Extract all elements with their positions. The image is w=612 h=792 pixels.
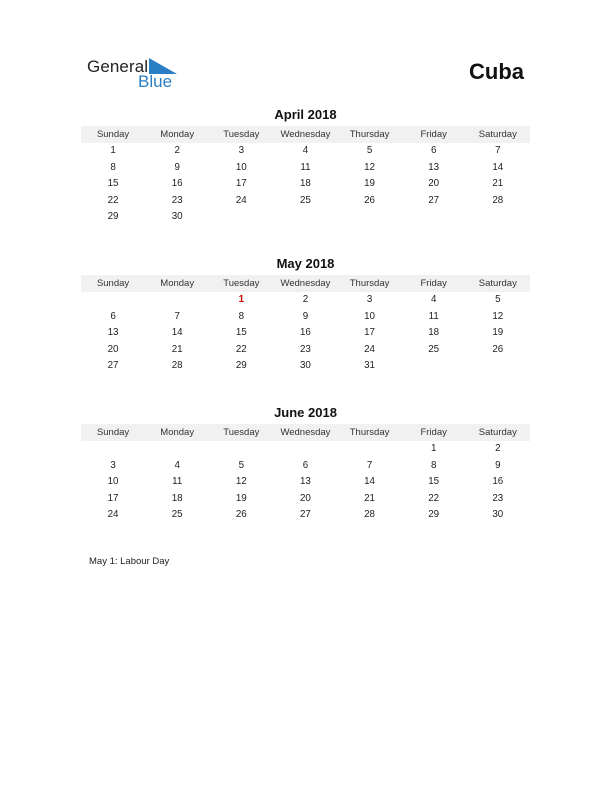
day-cell: 10 bbox=[235, 161, 247, 173]
weekday-label: Monday bbox=[160, 278, 195, 289]
weekday-label: Thursday bbox=[349, 129, 390, 140]
day-cell: 2 bbox=[302, 294, 309, 305]
holiday-day-cell: 1 bbox=[238, 294, 245, 305]
weekday-label: Friday bbox=[420, 129, 447, 140]
month-title: June 2018 bbox=[274, 405, 337, 420]
weekday-label: Wednesday bbox=[280, 278, 331, 289]
day-cell: 11 bbox=[300, 161, 311, 173]
day-cell: 8 bbox=[238, 310, 245, 322]
day-cell: 23 bbox=[171, 194, 183, 206]
week-row bbox=[81, 458, 530, 475]
day-cell: 31 bbox=[364, 360, 376, 372]
day-cell: 22 bbox=[107, 194, 119, 206]
weekday-header-row bbox=[81, 424, 530, 441]
day-cell: 12 bbox=[364, 161, 376, 173]
weekday-label: Wednesday bbox=[280, 129, 331, 140]
weekday-label: Wednesday bbox=[280, 427, 331, 438]
empty-day-cell bbox=[338, 209, 402, 226]
day-cell: 1 bbox=[430, 443, 437, 454]
day-cell: 28 bbox=[492, 194, 504, 206]
day-cell: 28 bbox=[364, 509, 376, 521]
day-cell: 12 bbox=[492, 310, 504, 322]
month-may bbox=[81, 256, 530, 375]
empty-day-cell bbox=[466, 209, 530, 226]
day-cell: 24 bbox=[235, 194, 247, 206]
day-cell: 7 bbox=[495, 145, 501, 156]
day-cell: 27 bbox=[107, 360, 119, 372]
weekday-label: Sunday bbox=[96, 129, 130, 140]
day-cell: 6 bbox=[110, 310, 116, 322]
day-cell: 8 bbox=[430, 459, 437, 471]
weekday-label: Tuesday bbox=[223, 129, 260, 140]
day-cell: 20 bbox=[107, 343, 119, 355]
day-cell: 18 bbox=[428, 327, 440, 339]
day-cell: 5 bbox=[495, 294, 501, 305]
day-cell: 26 bbox=[492, 343, 504, 355]
empty-day-cell bbox=[209, 209, 273, 226]
day-cell: 8 bbox=[110, 161, 116, 173]
day-cell: 30 bbox=[492, 509, 504, 521]
day-cell: 21 bbox=[171, 343, 183, 355]
day-cell: 23 bbox=[492, 492, 504, 504]
day-cell: 19 bbox=[364, 178, 376, 190]
day-cell: 7 bbox=[174, 310, 180, 322]
day-cell: 16 bbox=[299, 327, 311, 339]
day-cell: 9 bbox=[174, 161, 180, 173]
empty-day-cell bbox=[273, 209, 337, 226]
weekday-header-row bbox=[81, 126, 530, 143]
day-cell: 3 bbox=[366, 294, 373, 305]
country-title: Cuba bbox=[469, 59, 524, 84]
day-cell: 20 bbox=[428, 178, 440, 190]
day-cell: 14 bbox=[364, 476, 376, 488]
weekday-label: Monday bbox=[160, 129, 195, 140]
day-cell: 2 bbox=[174, 145, 180, 156]
day-cell: 26 bbox=[235, 509, 247, 521]
day-cell: 2 bbox=[495, 443, 501, 454]
week-row bbox=[81, 193, 530, 210]
week-row bbox=[81, 143, 530, 160]
month-title: April 2018 bbox=[274, 107, 337, 122]
day-cell: 27 bbox=[428, 194, 440, 206]
day-cell: 10 bbox=[364, 310, 376, 322]
weekday-label: Saturday bbox=[478, 278, 517, 289]
month-title: May 2018 bbox=[276, 256, 335, 271]
weekday-label: Sunday bbox=[96, 278, 130, 289]
day-cell: 19 bbox=[492, 327, 504, 339]
day-cell: 14 bbox=[492, 161, 504, 173]
day-cell: 19 bbox=[235, 492, 247, 504]
day-cell: 14 bbox=[171, 327, 183, 339]
day-cell: 21 bbox=[364, 492, 376, 504]
day-cell: 5 bbox=[366, 145, 373, 156]
day-cell: 17 bbox=[235, 178, 247, 190]
day-cell: 18 bbox=[299, 178, 311, 190]
day-cell: 27 bbox=[299, 509, 311, 521]
empty-day-cell bbox=[402, 358, 466, 375]
day-cell: 12 bbox=[235, 476, 247, 488]
day-cell: 25 bbox=[299, 194, 311, 206]
day-cell: 30 bbox=[299, 360, 311, 372]
week-row bbox=[81, 342, 530, 359]
day-cell: 29 bbox=[428, 509, 440, 521]
day-cell: 6 bbox=[302, 459, 309, 471]
day-cell: 17 bbox=[107, 492, 119, 504]
week-row bbox=[81, 309, 530, 326]
week-row bbox=[81, 474, 530, 491]
empty-day-cell bbox=[338, 441, 402, 458]
weekday-label: Tuesday bbox=[223, 427, 260, 438]
day-cell: 25 bbox=[428, 343, 440, 355]
logo bbox=[87, 57, 187, 93]
day-cell: 13 bbox=[428, 161, 440, 173]
day-cell: 17 bbox=[364, 327, 376, 339]
day-cell: 9 bbox=[495, 459, 501, 471]
day-cell: 29 bbox=[235, 360, 247, 372]
day-cell: 15 bbox=[428, 476, 440, 488]
weekday-label: Sunday bbox=[96, 427, 130, 438]
weekday-label: Tuesday bbox=[223, 278, 260, 289]
empty-day-cell bbox=[209, 441, 273, 458]
day-cell: 28 bbox=[171, 360, 183, 372]
empty-day-cell bbox=[145, 292, 209, 309]
day-cell: 3 bbox=[238, 145, 245, 156]
day-cell: 21 bbox=[492, 178, 504, 190]
month-june bbox=[81, 405, 530, 524]
logo-blue-text: Blue bbox=[138, 72, 173, 91]
day-cell: 3 bbox=[110, 459, 116, 471]
day-cell: 4 bbox=[174, 459, 180, 471]
week-row bbox=[81, 507, 530, 524]
week-row bbox=[81, 491, 530, 508]
day-cell: 24 bbox=[364, 343, 376, 355]
weekday-label: Saturday bbox=[478, 427, 517, 438]
day-cell: 26 bbox=[364, 194, 376, 206]
weekday-label: Friday bbox=[420, 427, 447, 438]
day-cell: 4 bbox=[430, 294, 437, 305]
day-cell: 16 bbox=[171, 178, 183, 190]
day-cell: 11 bbox=[172, 476, 183, 488]
day-cell: 10 bbox=[107, 476, 119, 488]
day-cell: 6 bbox=[430, 145, 437, 156]
week-row bbox=[81, 160, 530, 177]
week-row bbox=[81, 176, 530, 193]
weekday-label: Saturday bbox=[478, 129, 517, 140]
day-cell: 30 bbox=[171, 211, 183, 223]
day-cell: 22 bbox=[428, 492, 440, 504]
holiday-notes bbox=[89, 556, 169, 567]
day-cell: 29 bbox=[107, 211, 119, 223]
day-cell: 22 bbox=[235, 343, 247, 355]
day-cell: 1 bbox=[110, 145, 116, 156]
week-row bbox=[81, 209, 530, 226]
day-cell: 9 bbox=[302, 310, 309, 322]
day-cell: 18 bbox=[171, 492, 183, 504]
day-cell: 20 bbox=[299, 492, 311, 504]
day-cell: 7 bbox=[366, 459, 373, 471]
day-cell: 16 bbox=[492, 476, 504, 488]
weekday-label: Thursday bbox=[349, 278, 390, 289]
empty-day-cell bbox=[273, 441, 337, 458]
empty-day-cell bbox=[145, 441, 209, 458]
day-cell: 23 bbox=[299, 343, 311, 355]
weekday-label: Monday bbox=[160, 427, 195, 438]
empty-day-cell bbox=[402, 209, 466, 226]
week-row bbox=[81, 358, 530, 375]
weekday-header-row bbox=[81, 275, 530, 292]
week-row bbox=[81, 325, 530, 342]
week-row bbox=[81, 292, 530, 309]
logo-general-text: General bbox=[87, 57, 149, 76]
empty-day-cell bbox=[466, 358, 530, 375]
day-cell: 11 bbox=[428, 310, 439, 322]
day-cell: 4 bbox=[302, 145, 309, 156]
day-cell: 13 bbox=[299, 476, 311, 488]
empty-day-cell bbox=[81, 292, 145, 309]
day-cell: 25 bbox=[171, 509, 183, 521]
day-cell: 5 bbox=[238, 459, 245, 471]
holiday-note: May 1: Labour Day bbox=[89, 556, 170, 567]
day-cell: 24 bbox=[107, 509, 119, 521]
month-april bbox=[81, 107, 530, 226]
day-cell: 15 bbox=[235, 327, 247, 339]
weekday-label: Thursday bbox=[349, 427, 390, 438]
weekday-label: Friday bbox=[420, 278, 447, 289]
week-row bbox=[81, 441, 530, 458]
empty-day-cell bbox=[81, 441, 145, 458]
day-cell: 15 bbox=[107, 178, 119, 190]
day-cell: 13 bbox=[107, 327, 119, 339]
